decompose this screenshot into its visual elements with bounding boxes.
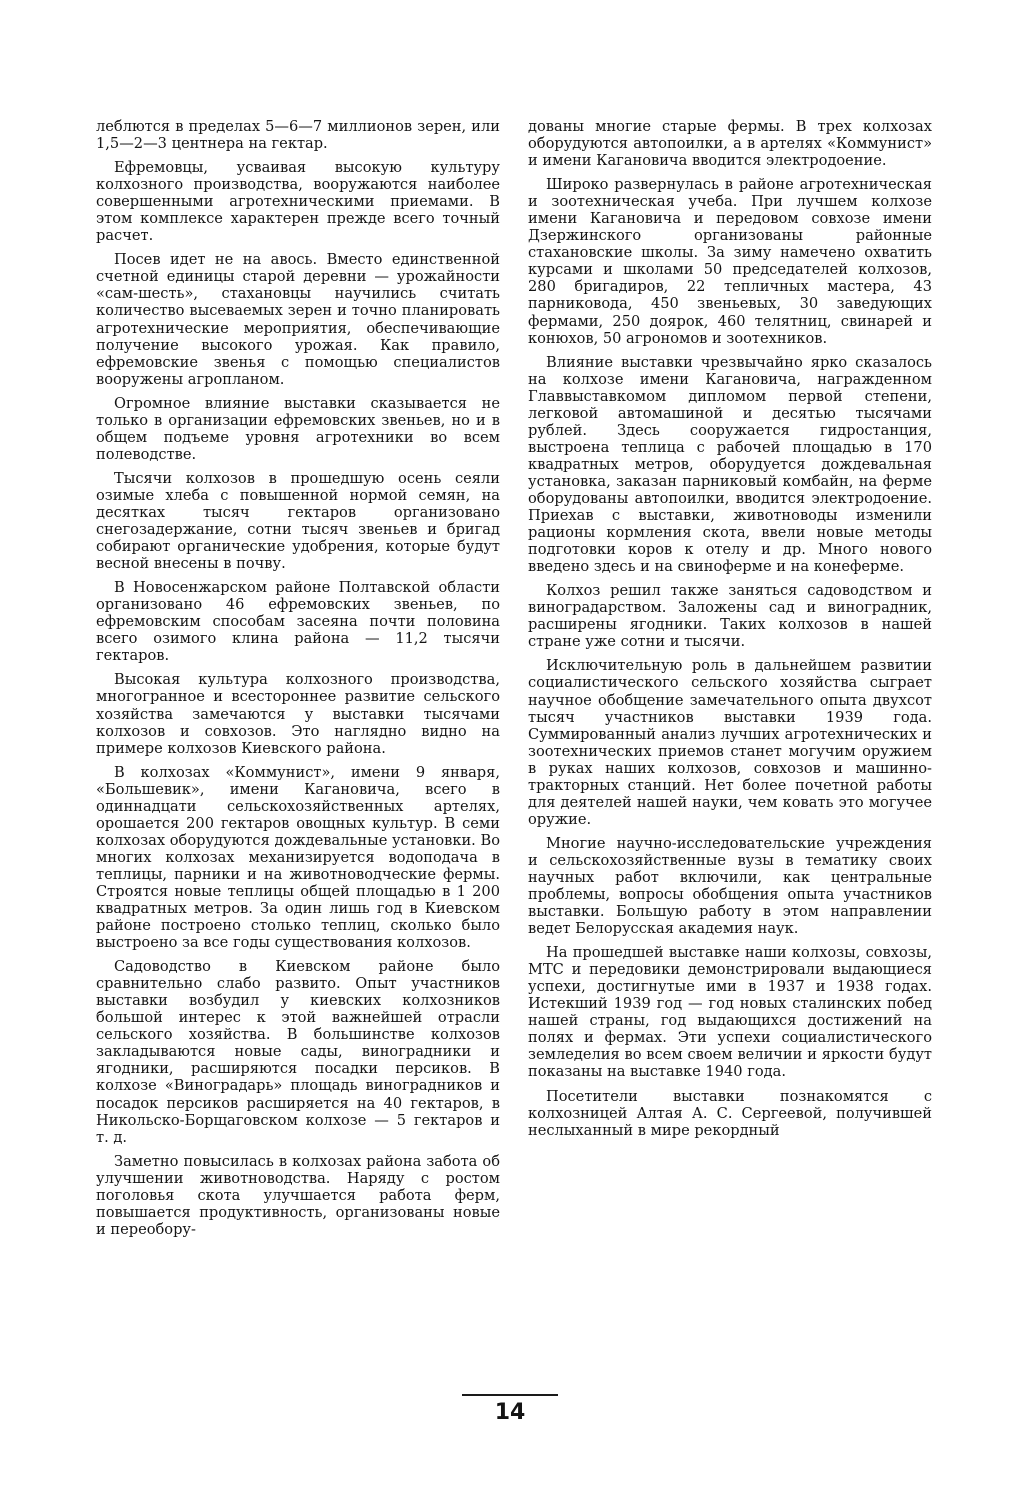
left-column bbox=[96, 118, 500, 1245]
right-column bbox=[528, 118, 932, 1146]
page-number: 14 bbox=[494, 1400, 526, 1425]
paragraph: Широко развернулась в районе агротехническая и зоотехническая учеба. При лучшем колхозе имени Кагановича и передовом совхозе имени Дзержинского организованы районные стахановские школы. За зиму намечено охватить курсами и школами 50 председателей колхозов, 280 бригадиров, 22 тепличных мастера, 43 парниковода, 450 звеньевых, 30 заведующих фермами, 250 доярок, 460 телятниц, свинарей и конюхов, 50 агрономов и зоотехников. bbox=[528, 176, 932, 347]
paragraph: Огромное влияние выставки сказывается не только в организации ефремовских звеньев, но и в общем подъеме уровня агротехники во всем полеводстве. bbox=[96, 394, 500, 463]
paragraph: Садоводство в Киевском районе было сравнительно слабо развито. Опыт участников выставки возбудил у киевских колхозников большой интерес к этой важнейшей отрасли сельского хозяйства. В большинстве колхозов закладываются новые сады, виноградники и ягодники, расширяются посадки персиков. В колхозе «Виноградарь» площадь виноградников и посадок персиков расширяется на 40 гектаров, в Никольско-Борщаговском колхозе — 5 гектаров и т. д. bbox=[96, 958, 500, 1146]
footer-rule bbox=[462, 1394, 558, 1396]
paragraph: Исключительную роль в дальнейшем развитии социалистического сельского хозяйства сыграет научное обобщение замечательного опыта двухсот тысяч участников выставки 1939 года. Суммированный анализ лучших агротехнических и зоотехнических приемов станет могучим оружием в руках наших колхозов, совхозов и машинно-тракторных станций. Нет более почетной работы для деятелей нашей науки, чем ковать это могучее оружие. bbox=[528, 657, 932, 828]
paragraph: Ефремовцы, усваивая высокую культуру колхозного производства, вооружаются наиболее совершенными агротехническими приемами. В этом комплексе характерен прежде всего точный расчет. bbox=[96, 159, 500, 245]
paragraph: В Новосенжарском районе Полтавской области организовано 46 ефремовских звеньев, по ефремовским способам засеяна почти половина всего озимого клина района — 11,2 тысячи гектаров. bbox=[96, 579, 500, 665]
paragraph: Высокая культура колхозного производства, многогранное и всестороннее развитие сельского хозяйства замечаются у выставки тысячами колхозов и совхозов. Это наглядно видно на примере колхозов Киевского района. bbox=[96, 671, 500, 757]
paragraph: леблются в пределах 5—6—7 миллионов зерен, или 1,5—2—3 центнера на гектар. bbox=[96, 118, 500, 153]
paragraph: В колхозах «Коммунист», имени 9 января, «Большевик», имени Кагановича, всего в одиннадцати сельскохозяйственных артелях, орошается 200 гектаров овощных культур. В семи колхозах оборудуются дождевальные установки. Во многих колхозах механизируется водоподача в теплицы, парники и на животноводческие фермы. Строятся новые теплицы общей площадью в 1 200 квадратных метров. За один лишь год в Киевском районе построено столько теплиц, сколько было выстроено за все годы существования колхозов. bbox=[96, 763, 500, 952]
paragraph: Многие научно-исследовательские учреждения и сельскохозяйственные вузы в тематику своих научных работ включили, как центральные проблемы, вопросы обобщения опыта участников выставки. Большую работу в этом направлении ведет Белорусская академия наук. bbox=[528, 834, 932, 938]
paragraph: Влияние выставки чрезвычайно ярко сказалось на колхозе имени Кагановича, награжденном Главвыставкомом дипломом первой степени, легковой автомашиной и десятью тысячами рублей. Здесь сооружается гидростанция, выстроена теплица с рабочей площадью в 170 квадратных метров, оборудуется дождевальная установка, заказан парниковый комбайн, на ферме оборудованы автопоилки, вводится электродоение. Приехав с выставки, животноводы изменили рационы кормления скота, ввели новые методы подготовки коров к отелу и др. Много нового введено здесь и на свиноферме и на конеферме. bbox=[528, 353, 932, 576]
paragraph: Тысячи колхозов в прошедшую осень сеяли озимые хлеба с повышенной нормой семян, на десятках тысяч гектаров организовано снегозадержание, сотни тысяч звеньев и бригад собирают органические удобрения, которые будут весной внесены в почву. bbox=[96, 469, 500, 573]
paragraph: Посетители выставки познакомятся с колхозницей Алтая А. С. Сергеевой, получившей неслыханный в мире рекордный bbox=[528, 1087, 932, 1139]
paragraph: Колхоз решил также заняться садоводством и виноградарством. Заложены сад и виноградник, расширены ягодники. Таких колхозов в нашей стране уже сотни и тысячи. bbox=[528, 582, 932, 651]
paragraph: дованы многие старые фермы. В трех колхозах оборудуются автопоилки, а в артелях «Коммунист» и имени Кагановича вводится электродоение. bbox=[528, 118, 932, 170]
paragraph: Посев идет не на авось. Вместо единственной счетной единицы старой деревни — урожайности «сам-шесть», стахановцы научились считать количество высеваемых зерен и точно планировать агротехнические мероприятия, обеспечивающие получение высокого урожая. Как правило, ефремовские звенья с помощью специалистов вооружены агропланом. bbox=[96, 251, 500, 388]
paragraph: Заметно повысилась в колхозах района забота об улучшении животноводства. Наряду с ростом поголовья скота улучшается работа ферм, повышается продуктивность, организованы новые и переобору- bbox=[96, 1152, 500, 1238]
paragraph: На прошедшей выставке наши колхозы, совхозы, МТС и передовики демонстрировали выдающиеся успехи, достигнутые ими в 1937 и 1938 годах. Истекший 1939 год — год новых сталинских побед нашей страны, год выдающихся достижений на полях и фермах. Эти успехи социалистического земледелия во всем своем величии и яркости будут показаны на выставке 1940 года. bbox=[528, 944, 932, 1081]
